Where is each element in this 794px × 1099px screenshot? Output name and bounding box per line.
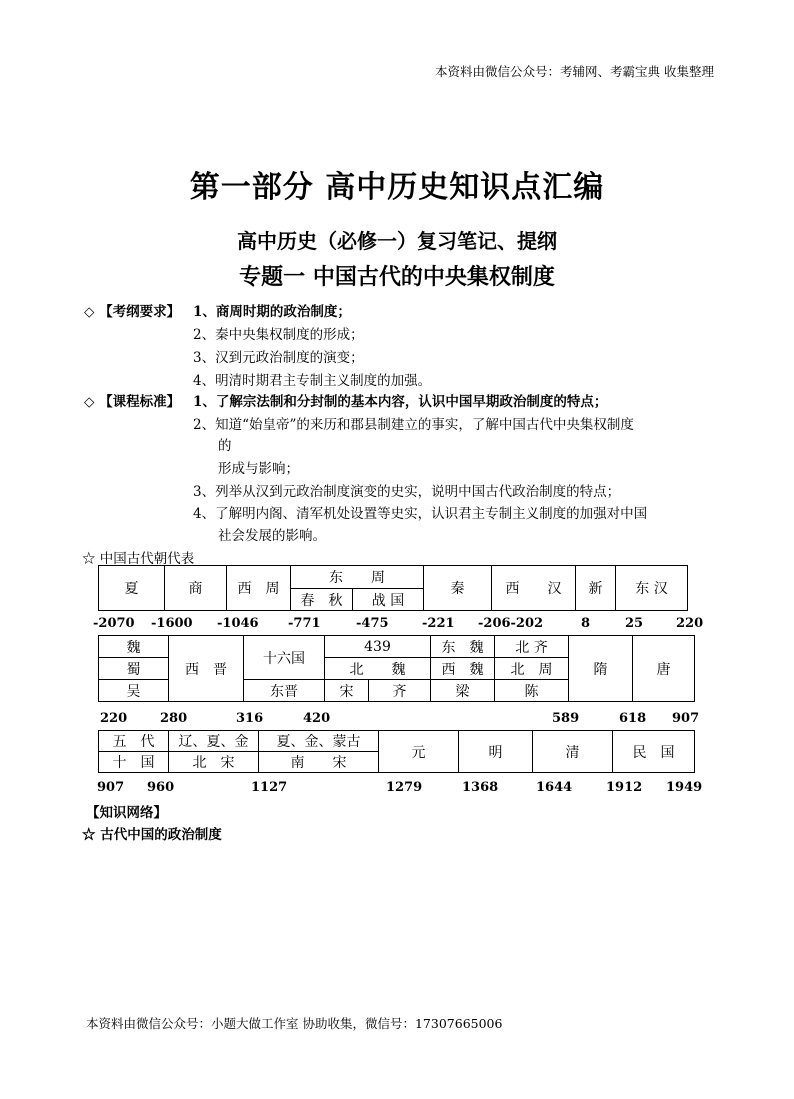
exam-item: 4、明清时期君主专制主义制度的加强。 bbox=[193, 373, 432, 389]
cell-liaoxiajin: 辽、夏、金 bbox=[169, 731, 259, 752]
cell-beiwei: 北 魏 bbox=[325, 658, 431, 680]
cell-ming: 明 bbox=[459, 731, 533, 773]
standard-item: 形成与影响； bbox=[218, 461, 299, 477]
year-label: 220 bbox=[676, 616, 704, 631]
cell-beisong: 北 宋 bbox=[169, 752, 259, 773]
year-label: -771 bbox=[288, 616, 321, 631]
cell-wu: 吴 bbox=[99, 680, 169, 702]
cell-wudai: 五 代 bbox=[99, 731, 169, 752]
year-label: -2070 bbox=[93, 616, 135, 631]
cell-zhanguo: 战 国 bbox=[353, 589, 424, 611]
year-label: -221 bbox=[422, 616, 455, 631]
year-label: 25 bbox=[625, 616, 644, 631]
cell-shiliuguo: 十六国 bbox=[244, 636, 325, 680]
year-label: -1046 bbox=[217, 616, 259, 631]
cell-beiqi: 北 齐 bbox=[495, 636, 569, 658]
year-label: 1912 bbox=[606, 780, 643, 795]
cell-nansong: 南 宋 bbox=[259, 752, 379, 773]
cell-xiajinmenggu: 夏、金、蒙古 bbox=[259, 731, 379, 752]
standard-item: 1、了解宗法制和分封制的基本内容，认识中国早期政治制度的特点； bbox=[193, 394, 608, 410]
dynasty-table-ancient bbox=[98, 565, 688, 611]
cell-yuan: 元 bbox=[379, 731, 459, 773]
cell-sui: 隋 bbox=[569, 636, 633, 702]
year-label: -1600 bbox=[151, 616, 193, 631]
cell-xizhou: 西 周 bbox=[227, 566, 291, 611]
cell-xin: 新 bbox=[576, 566, 616, 611]
cell-shu: 蜀 bbox=[99, 658, 169, 680]
cell-liang: 梁 bbox=[431, 680, 495, 702]
year-label: 316 bbox=[236, 711, 264, 726]
cell-439: 439 bbox=[325, 636, 431, 658]
exam-item: 1、商周时期的政治制度； bbox=[193, 304, 351, 320]
cell-dongjin: 东晋 bbox=[244, 680, 325, 702]
cell-xiwei: 西 魏 bbox=[431, 658, 495, 680]
year-label: 589 bbox=[552, 711, 580, 726]
year-label: 280 bbox=[160, 711, 188, 726]
cell-tang: 唐 bbox=[633, 636, 695, 702]
cell-shang: 商 bbox=[165, 566, 227, 611]
network-label: 【知识网络】 bbox=[86, 805, 167, 821]
standard-item: 2、知道“始皇帝”的来历和郡县制建立的事实，了解中国古代中央集权制度 bbox=[193, 417, 634, 433]
page-title: 第一部分 高中历史知识点汇编 bbox=[189, 170, 605, 205]
cell-qi: 齐 bbox=[369, 680, 431, 702]
cell-donghan: 东 汉 bbox=[616, 566, 688, 611]
page-footer: 本资料由微信公众号：小题大做工作室 协助收集，微信号：17307665006 bbox=[86, 1016, 503, 1031]
cell-qing: 清 bbox=[533, 731, 613, 773]
year-label: 1949 bbox=[666, 780, 703, 795]
page-subtitle: 高中历史（必修一）复习笔记、提纲 bbox=[237, 229, 557, 253]
year-label: 8 bbox=[581, 616, 591, 631]
dynasty-table-modern bbox=[98, 730, 695, 773]
standard-item: 4、了解明内阁、清军机处设置等史实，认识君主专制主义制度的加强对中国 bbox=[193, 506, 648, 522]
cell-minguo: 民 国 bbox=[613, 731, 695, 773]
year-label: 1644 bbox=[536, 780, 573, 795]
cell-qin: 秦 bbox=[424, 566, 492, 611]
exam-item: 2、秦中央集权制度的形成； bbox=[193, 327, 364, 343]
cell-song: 宋 bbox=[325, 680, 369, 702]
standard-item: 的 bbox=[218, 438, 232, 454]
cell-chen: 陈 bbox=[495, 680, 569, 702]
cell-chunqiu: 春 秋 bbox=[291, 589, 353, 611]
politics-heading: ☆ 古代中国的政治制度 bbox=[82, 827, 222, 843]
year-label: 220 bbox=[100, 711, 128, 726]
dynasty-table-medieval bbox=[98, 635, 695, 702]
year-label: 1127 bbox=[251, 780, 288, 795]
exam-label: ◇ 【考纲要求】 bbox=[84, 304, 181, 320]
standard-item: 社会发展的影响。 bbox=[218, 528, 326, 544]
year-label: 420 bbox=[303, 711, 331, 726]
year-label: 907 bbox=[97, 780, 125, 795]
cell-xijin: 西 晋 bbox=[169, 636, 244, 702]
exam-item: 3、汉到元政治制度的演变； bbox=[193, 350, 364, 366]
page-header: 本资料由微信公众号：考辅网、考霸宝典 收集整理 bbox=[435, 64, 714, 79]
cell-dongzhou: 东 周 bbox=[291, 566, 424, 589]
year-label: 960 bbox=[147, 780, 175, 795]
year-label: 907 bbox=[672, 711, 700, 726]
cell-wei: 魏 bbox=[99, 636, 169, 658]
year-label: 1279 bbox=[386, 780, 423, 795]
cell-dongwei: 东 魏 bbox=[431, 636, 495, 658]
year-label: 618 bbox=[619, 711, 647, 726]
cell-xihan: 西 汉 bbox=[492, 566, 576, 611]
year-label: -475 bbox=[356, 616, 389, 631]
cell-shiguo: 十 国 bbox=[99, 752, 169, 773]
year-label: -206-202 bbox=[478, 616, 544, 631]
year-label: 1368 bbox=[462, 780, 499, 795]
cell-beizhou: 北 周 bbox=[495, 658, 569, 680]
standard-label: ◇ 【课程标准】 bbox=[84, 394, 181, 410]
standard-item: 3、列举从汉到元政治制度演变的史实，说明中国古代政治制度的特点； bbox=[193, 484, 621, 500]
dynasty-table-heading: ☆ 中国古代朝代表 bbox=[82, 551, 195, 567]
cell-xia: 夏 bbox=[99, 566, 165, 611]
topic-title: 专题一 中国古代的中央集权制度 bbox=[239, 264, 555, 290]
